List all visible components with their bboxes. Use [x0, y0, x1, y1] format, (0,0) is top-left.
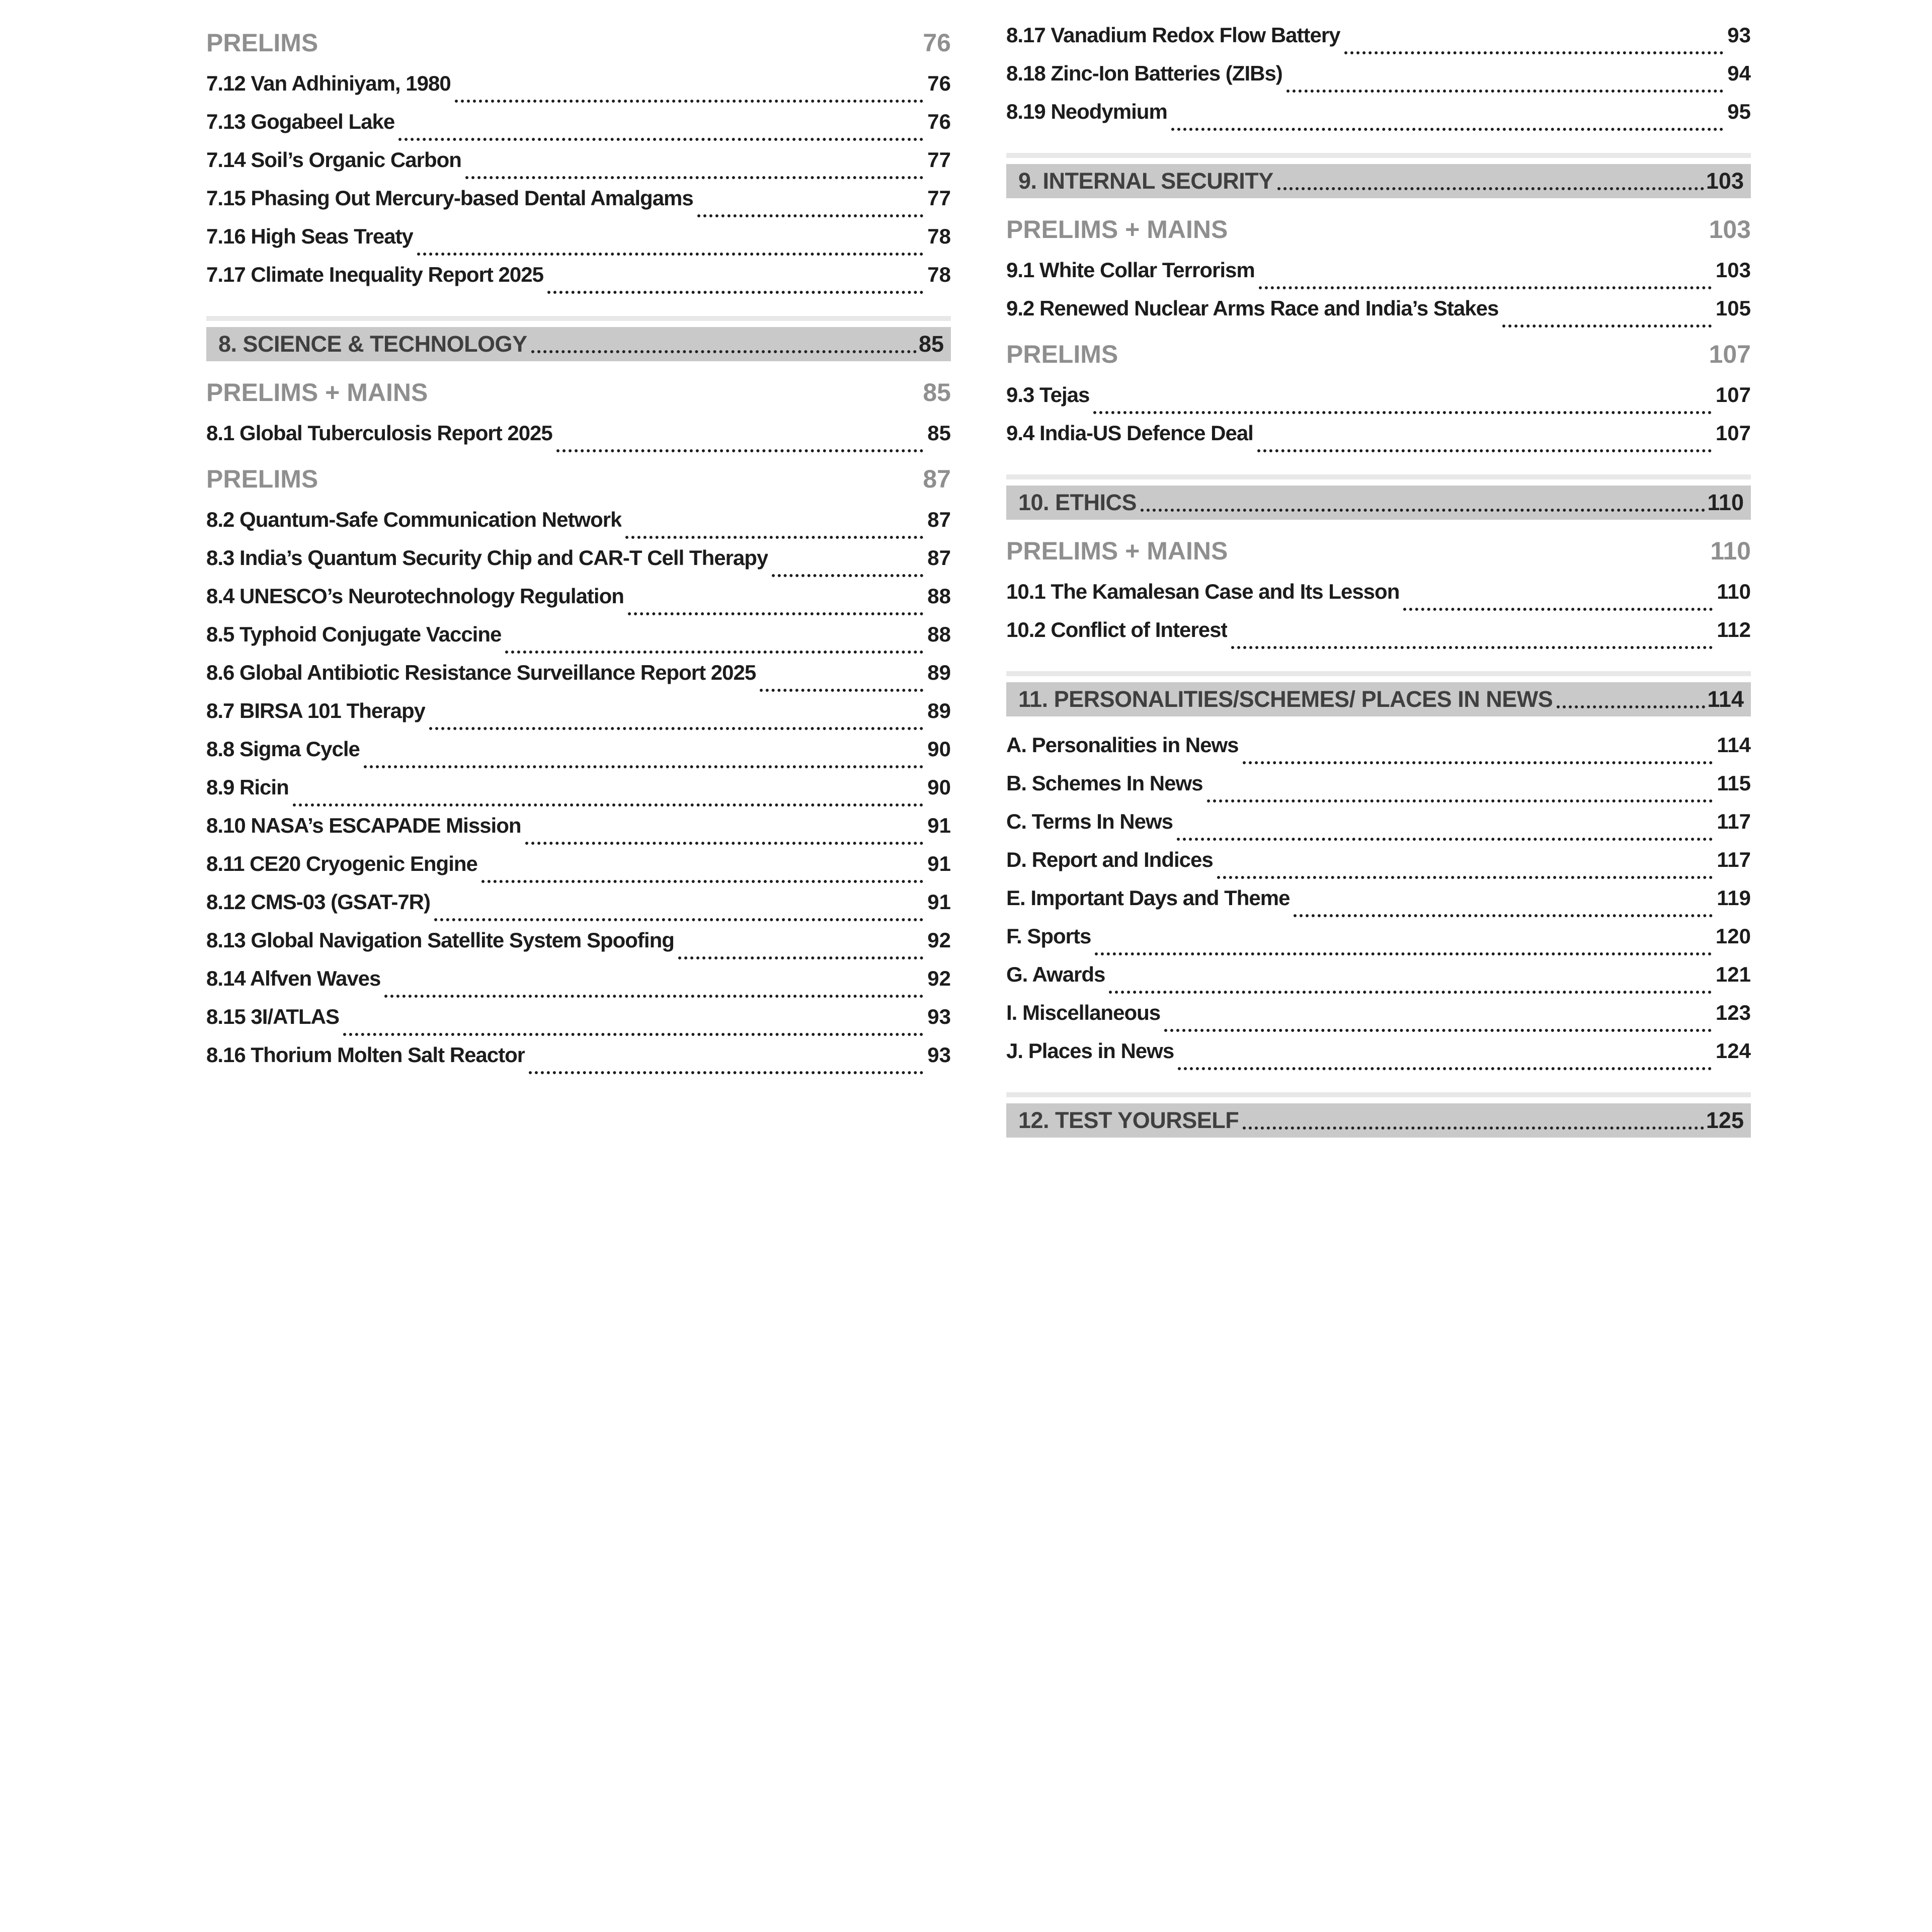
toc-section-bar[interactable] [1006, 1103, 1751, 1138]
toc-entry[interactable] [206, 263, 951, 301]
toc-entry[interactable] [1006, 383, 1751, 421]
toc-leader-dots [417, 253, 923, 256]
toc-entry-label: C. Terms In News [1006, 810, 1173, 833]
toc-leader-dots [481, 880, 923, 883]
toc-entry-page: 107 [1715, 421, 1751, 445]
toc-group-header-label: PRELIMS + MAINS [1006, 537, 1228, 565]
toc-entry-label: 8.19 Neodymium [1006, 100, 1167, 123]
toc-entry-page: 87 [927, 546, 951, 570]
toc-entry[interactable] [206, 71, 951, 110]
toc-leader-dots [293, 803, 924, 807]
toc-entry-page: 107 [1715, 383, 1751, 407]
toc-entry[interactable] [1006, 61, 1751, 100]
toc-section-bar[interactable] [1006, 682, 1751, 716]
toc-entry[interactable] [206, 421, 951, 459]
toc-entry-label: 8.12 CMS-03 (GSAT-7R) [206, 890, 430, 914]
toc-leader-dots [1257, 449, 1712, 452]
toc-entry-label: 8.8 Sigma Cycle [206, 737, 360, 761]
toc-entry[interactable] [1006, 618, 1751, 656]
toc-entry-page: 78 [927, 224, 951, 248]
toc-leader-dots [625, 536, 923, 539]
toc-entry-page: 103 [1715, 258, 1751, 282]
toc-entry-page: 90 [927, 737, 951, 761]
toc-entry-label: J. Places in News [1006, 1039, 1174, 1063]
toc-leader-dots [1177, 838, 1713, 841]
toc-entry-label: 7.17 Climate Inequality Report 2025 [206, 263, 543, 286]
toc-leader-dots [678, 956, 923, 959]
toc-entry[interactable] [206, 584, 951, 622]
toc-entry[interactable] [1006, 1001, 1751, 1039]
section-separator-line [206, 316, 951, 321]
toc-entry[interactable] [1006, 962, 1751, 1001]
toc-leader-dots [364, 765, 923, 768]
toc-entry-page: 88 [927, 622, 951, 646]
toc-entry[interactable] [206, 1005, 951, 1043]
toc-entry-label: 8.9 Ricin [206, 775, 289, 799]
toc-leader-dots [1243, 1126, 1704, 1130]
toc-leader-dots [1171, 128, 1723, 131]
toc-entry-label: 9.3 Tejas [1006, 383, 1090, 407]
toc-leader-dots [465, 176, 923, 179]
toc-entry-page: 85 [927, 421, 951, 445]
toc-leader-dots [505, 651, 923, 654]
toc-leader-dots [429, 727, 923, 730]
toc-entry-page: 88 [927, 584, 951, 608]
toc-entry[interactable] [206, 890, 951, 928]
toc-entry[interactable] [1006, 848, 1751, 886]
toc-entry-page: 117 [1717, 810, 1751, 833]
toc-leader-dots [1294, 914, 1713, 917]
toc-entry-label: 9.1 White Collar Terrorism [1006, 258, 1255, 282]
toc-leader-dots [531, 350, 917, 353]
toc-entry[interactable] [1006, 810, 1751, 848]
toc-entry[interactable] [1006, 296, 1751, 335]
toc-leader-dots [772, 574, 923, 577]
toc-entry[interactable] [206, 508, 951, 546]
toc-entry-page: 92 [927, 928, 951, 952]
toc-entry-page: 89 [927, 699, 951, 722]
toc-entry-label: 9.2 Renewed Nuclear Arms Race and India’s Stakes [1006, 296, 1499, 320]
toc-group-header-page: 87 [923, 465, 951, 493]
section-separator-line [1006, 153, 1751, 158]
toc-entry-label: 9.4 India-US Defence Deal [1006, 421, 1253, 445]
toc-group-header[interactable] [206, 28, 951, 71]
section-separator-line [1006, 671, 1751, 676]
toc-entry-label: B. Schemes In News [1006, 771, 1203, 795]
toc-column-right [1006, 23, 1751, 1154]
toc-entry-page: 120 [1715, 924, 1751, 948]
toc-entry-label: 8.1 Global Tuberculosis Report 2025 [206, 421, 552, 445]
toc-entry-page: 90 [927, 775, 951, 799]
toc-section-bar[interactable] [206, 327, 951, 361]
toc-entry-page: 93 [927, 1043, 951, 1067]
toc-entry[interactable] [206, 661, 951, 699]
toc-entry[interactable] [1006, 1039, 1751, 1077]
toc-entry[interactable] [1006, 258, 1751, 296]
toc-entry[interactable] [206, 699, 951, 737]
toc-entry-page: 91 [927, 890, 951, 914]
toc-section-bar[interactable] [1006, 486, 1751, 520]
toc-section-page: 85 [918, 331, 944, 357]
toc-entry-label: E. Important Days and Theme [1006, 886, 1290, 910]
toc-entry-page: 77 [927, 148, 951, 172]
toc-leader-dots [1141, 509, 1705, 512]
toc-entry[interactable] [1006, 886, 1751, 924]
toc-entry-page: 112 [1717, 618, 1751, 641]
toc-entry[interactable] [1006, 421, 1751, 459]
toc-leader-dots [760, 689, 923, 692]
toc-entry-page: 76 [927, 71, 951, 95]
toc-entry[interactable] [1006, 924, 1751, 962]
toc-group-header-page: 107 [1709, 340, 1751, 368]
toc-leader-dots [1178, 1067, 1712, 1070]
toc-entry[interactable] [206, 852, 951, 890]
toc-section [206, 316, 951, 361]
toc-entry-label: 8.15 3I/ATLAS [206, 1005, 339, 1028]
toc-group-header-page: 103 [1709, 215, 1751, 244]
toc-entry-label: 8.10 NASA’s ESCAPADE Mission [206, 814, 521, 837]
toc-entry-label: G. Awards [1006, 962, 1105, 986]
toc-leader-dots [628, 612, 923, 615]
toc-leader-dots [529, 1071, 923, 1074]
toc-leader-dots [1095, 952, 1712, 955]
toc-section [1006, 1092, 1751, 1138]
toc-entry-page: 91 [927, 852, 951, 875]
toc-entry[interactable] [206, 1043, 951, 1081]
toc-leader-dots [1217, 876, 1713, 879]
toc-entry-label: 7.12 Van Adhiniyam, 1980 [206, 71, 451, 95]
toc-entry[interactable] [1006, 580, 1751, 618]
toc-section-label: 11. PERSONALITIES/SCHEMES/ PLACES IN NEWS [1018, 686, 1553, 712]
toc-leader-dots [1243, 761, 1713, 764]
toc-entry-label: 8.11 CE20 Cryogenic Engine [206, 852, 477, 875]
toc-section [1006, 153, 1751, 198]
toc-entry-page: 91 [927, 814, 951, 837]
toc-leader-dots [1286, 90, 1723, 93]
toc-entry-label: 10.1 The Kamalesan Case and Its Lesson [1006, 580, 1400, 603]
toc-entry[interactable] [206, 814, 951, 852]
toc-leader-dots [1164, 1029, 1712, 1032]
toc-section-page: 103 [1706, 168, 1744, 194]
toc-entry[interactable] [206, 622, 951, 661]
toc-leader-dots [455, 100, 924, 103]
toc-column-left [206, 23, 951, 1154]
toc-entry-label: 7.14 Soil’s Organic Carbon [206, 148, 461, 172]
toc-group-header-page: 110 [1710, 537, 1751, 565]
toc-group-header-label: PRELIMS [1006, 340, 1118, 368]
toc-entry[interactable] [206, 224, 951, 263]
toc-entry-label: A. Personalities in News [1006, 733, 1239, 757]
toc-entry-page: 93 [927, 1005, 951, 1028]
toc-section [1006, 671, 1751, 716]
section-separator-line [1006, 474, 1751, 479]
toc-entry-page: 89 [927, 661, 951, 684]
toc-group-header-label: PRELIMS + MAINS [206, 378, 428, 407]
toc-entry-label: I. Miscellaneous [1006, 1001, 1161, 1024]
toc-group-header-label: PRELIMS + MAINS [1006, 215, 1228, 244]
toc-leader-dots [1093, 411, 1712, 414]
toc-entry-label: 8.3 India’s Quantum Security Chip and CAR-T Cell Therapy [206, 546, 768, 570]
toc-entry-label: 8.13 Global Navigation Satellite System Spoofing [206, 928, 674, 952]
toc-leader-dots [1259, 286, 1712, 289]
toc-entry-page: 94 [1727, 61, 1751, 85]
toc-leader-dots [1502, 325, 1712, 328]
toc-entry[interactable] [206, 110, 951, 148]
toc-entry-label: 8.5 Typhoid Conjugate Vaccine [206, 622, 502, 646]
toc-leader-dots [1403, 608, 1713, 611]
toc-entry-page: 77 [927, 186, 951, 210]
toc-entry[interactable] [206, 737, 951, 775]
toc-section-label: 9. INTERNAL SECURITY [1018, 168, 1273, 194]
toc-entry-label: 10.2 Conflict of Interest [1006, 618, 1228, 641]
toc-entry-page: 114 [1717, 733, 1751, 757]
toc-group-header[interactable] [1006, 536, 1751, 580]
toc-entry[interactable] [1006, 771, 1751, 810]
toc-entry-label: 7.16 High Seas Treaty [206, 224, 413, 248]
toc-columns [206, 23, 1751, 1154]
toc-section-label: 8. SCIENCE & TECHNOLOGY [218, 331, 527, 357]
toc-group-header[interactable] [1006, 340, 1751, 383]
toc-entry-label: 8.18 Zinc-Ion Batteries (ZIBs) [1006, 61, 1282, 85]
toc-entry-page: 92 [927, 967, 951, 990]
toc-entry-page: 121 [1715, 962, 1751, 986]
toc-entry-page: 110 [1717, 580, 1751, 603]
toc-entry-label: 8.6 Global Antibiotic Resistance Surveillance Report 2025 [206, 661, 756, 684]
toc-group-header[interactable] [1006, 215, 1751, 258]
toc-entry[interactable] [206, 775, 951, 814]
toc-entry[interactable] [1006, 733, 1751, 771]
toc-group-header-page: 76 [923, 29, 951, 57]
toc-entry-label: 8.7 BIRSA 101 Therapy [206, 699, 425, 722]
toc-group-header[interactable] [206, 378, 951, 421]
toc-leader-dots [343, 1033, 923, 1036]
toc-entry-label: F. Sports [1006, 924, 1091, 948]
toc-leader-dots [1557, 705, 1705, 708]
toc-entry-label: 8.4 UNESCO’s Neurotechnology Regulation [206, 584, 624, 608]
toc-entry-page: 87 [927, 508, 951, 531]
toc-leader-dots [525, 842, 924, 845]
toc-leader-dots [1109, 991, 1712, 994]
toc-entry-page: 119 [1717, 886, 1751, 910]
toc-entry[interactable] [206, 148, 951, 186]
toc-leader-dots [434, 918, 923, 921]
toc-entry-label: 7.13 Gogabeel Lake [206, 110, 395, 133]
toc-leader-dots [1277, 187, 1704, 190]
toc-section-label: 12. TEST YOURSELF [1018, 1107, 1239, 1133]
toc-entry-page: 95 [1727, 100, 1751, 123]
toc-entry[interactable] [206, 928, 951, 967]
toc-entry-label: 8.16 Thorium Molten Salt Reactor [206, 1043, 525, 1067]
toc-section [1006, 474, 1751, 520]
toc-entry-page: 76 [927, 110, 951, 133]
toc-entry[interactable] [206, 546, 951, 584]
toc-leader-dots [1344, 51, 1724, 54]
toc-section-label: 10. ETHICS [1018, 490, 1137, 515]
toc-leader-dots [697, 214, 924, 217]
toc-entry[interactable] [1006, 23, 1751, 61]
toc-leader-dots [384, 995, 923, 998]
toc-entry-label: 7.15 Phasing Out Mercury-based Dental Amalgams [206, 186, 693, 210]
toc-entry-page: 105 [1715, 296, 1751, 320]
toc-section-page: 114 [1707, 686, 1744, 712]
toc-entry[interactable] [1006, 100, 1751, 138]
toc-entry[interactable] [206, 967, 951, 1005]
toc-entry-page: 78 [927, 263, 951, 286]
toc-entry-page: 115 [1717, 771, 1751, 795]
section-separator-line [1006, 1092, 1751, 1097]
toc-entry-page: 93 [1727, 23, 1751, 47]
toc-leader-dots [1231, 646, 1713, 649]
toc-leader-dots [1207, 799, 1713, 802]
toc-entry-page: 124 [1715, 1039, 1751, 1063]
toc-entry-label: D. Report and Indices [1006, 848, 1213, 871]
toc-entry-page: 123 [1715, 1001, 1751, 1024]
toc-entry-label: 8.17 Vanadium Redox Flow Battery [1006, 23, 1340, 47]
toc-leader-dots [398, 138, 923, 141]
toc-group-header-label: PRELIMS [206, 29, 318, 57]
toc-entry-page: 117 [1717, 848, 1751, 871]
toc-entry-label: 8.2 Quantum-Safe Communication Network [206, 508, 622, 531]
toc-leader-dots [547, 291, 923, 294]
toc-entry[interactable] [206, 186, 951, 224]
toc-leader-dots [556, 449, 924, 452]
toc-group-header-page: 85 [923, 378, 951, 407]
toc-group-header-label: PRELIMS [206, 465, 318, 493]
toc-group-header[interactable] [206, 464, 951, 508]
toc-entry-label: 8.14 Alfven Waves [206, 967, 381, 990]
toc-section-page: 125 [1706, 1107, 1744, 1133]
toc-section-bar[interactable] [1006, 164, 1751, 198]
toc-section-page: 110 [1707, 490, 1744, 515]
